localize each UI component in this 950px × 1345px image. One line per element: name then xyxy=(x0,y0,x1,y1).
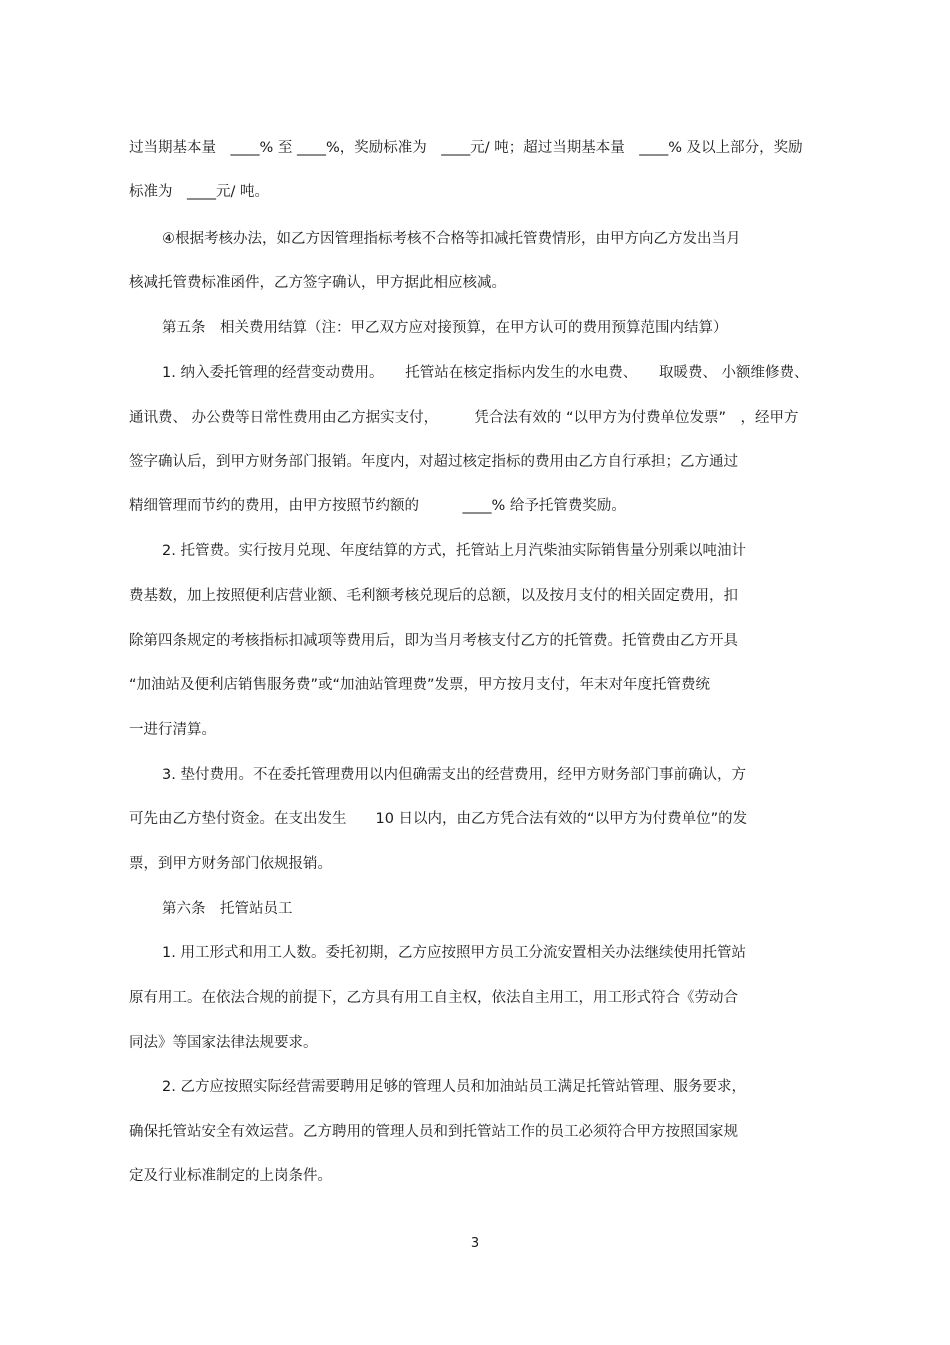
text-line: 核减托管费标准函件，乙方签字确认，甲方据此相应核减。 xyxy=(129,275,506,291)
text-line: 过当期基本量 ____% 至 ____%，奖励标准为 ____元/ 吨；超过当期基本量 ____% 及以上部分，奖励 xyxy=(129,140,803,156)
text-line: 2. 乙方应按照实际经营需要聘用足够的管理人员和加油站员工满足托管站管理、服务要求， xyxy=(162,1079,746,1095)
text-line: 一进行清算。 xyxy=(129,722,216,738)
text-line: 可先由乙方垫付资金。在支出发生 10 日以内，由乙方凭合法有效的“以甲方为付费单位”的发 xyxy=(129,811,748,827)
text-line: 票，到甲方财务部门依规报销。 xyxy=(129,856,332,872)
text-line: 除第四条规定的考核指标扣减项等费用后，即为当月考核支付乙方的托管费。托管费由乙方开具 xyxy=(129,633,738,649)
text-line: 3. 垫付费用。不在委托管理费用以内但确需支出的经营费用，经甲方财务部门事前确认，方 xyxy=(162,767,746,783)
text-line: 1. 纳入委托管理的经营变动费用。 托管站在核定指标内发生的水电费、 取暖费、 小额维修费、 xyxy=(162,365,809,381)
text-line: ④根据考核办法，如乙方因管理指标考核不合格等扣减托管费情形，由甲方向乙方发出当月 xyxy=(162,231,741,247)
text-line: 精细管理而节约的费用，由甲方按照节约额的 ____% 给予托管费奖励。 xyxy=(129,498,626,514)
text-line: 2. 托管费。实行按月兑现、年度结算的方式，托管站上月汽柴油实际销售量分别乘以吨油计 xyxy=(162,543,746,559)
section-heading: 第六条 托管站员工 xyxy=(162,901,293,917)
text-line: 原有用工。在依法合规的前提下，乙方具有用工自主权，依法自主用工，用工形式符合《劳动合 xyxy=(129,990,738,1006)
text-line: 签字确认后，到甲方财务部门报销。年度内，对超过核定指标的费用由乙方自行承担；乙方通过 xyxy=(129,454,738,470)
text-line: 确保托管站安全有效运营。乙方聘用的管理人员和到托管站工作的员工必须符合甲方按照国家规 xyxy=(129,1124,738,1140)
page-number: 3 xyxy=(470,1236,480,1251)
text-line: “加油站及便利店销售服务费”或“加油站管理费”发票，甲方按月支付，年末对年度托管费统 xyxy=(129,677,711,693)
section-heading: 第五条 相关费用结算（注：甲乙双方应对接预算，在甲方认可的费用预算范围内结算） xyxy=(162,320,728,336)
text-line: 定及行业标准制定的上岗条件。 xyxy=(129,1168,332,1184)
text-line: 费基数，加上按照便利店营业额、毛利额考核兑现后的总额，以及按月支付的相关固定费用，扣 xyxy=(129,588,738,604)
text-line: 同法》等国家法律法规要求。 xyxy=(129,1035,318,1051)
text-line: 通讯费、 办公费等日常性费用由乙方据实支付， 凭合法有效的 “以甲方为付费单位发票” ，经甲方 xyxy=(129,410,799,426)
text-line: 1. 用工形式和用工人数。委托初期，乙方应按照甲方员工分流安置相关办法继续使用托管站 xyxy=(162,945,746,961)
text-line: 标准为 ____元/ 吨。 xyxy=(129,184,269,200)
